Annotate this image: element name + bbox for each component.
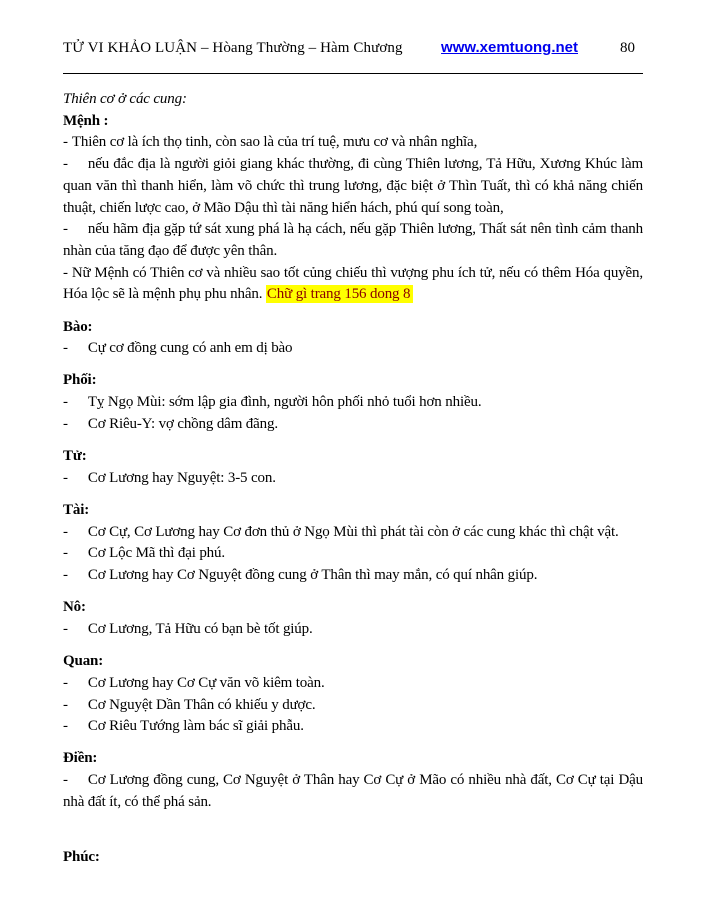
page-number: 80: [620, 40, 635, 56]
item-text: Cơ Cự, Cơ Lương hay Cơ đơn thủ ở Ngọ Mùi thì phát tài còn ở các cung khác thì chật vật.: [87, 523, 619, 540]
item-text: Thiên cơ là ích thọ tinh, còn sao là của trí tuệ, mưu cơ và nhân nghĩa,: [71, 134, 478, 151]
item-text: Cơ Lộc Mã thì đại phú.: [87, 545, 225, 562]
header-title: TỬ VI KHẢO LUẬN – Hòang Thường – Hàm Chương: [63, 40, 403, 56]
list-item: [63, 154, 643, 219]
list-item: [63, 468, 643, 490]
section-heading-bao: Bào:: [63, 318, 93, 335]
list-item: [63, 392, 643, 414]
section-heading-phuc: Phúc:: [63, 848, 100, 865]
item-text: Cơ Lương hay Cơ Cự văn võ kiêm toàn.: [87, 674, 325, 691]
section-heading-menh: Mệnh :: [63, 112, 109, 129]
dash-bullet: -: [63, 469, 68, 486]
list-item: [63, 263, 643, 306]
dash-bullet: -: [63, 674, 68, 691]
list-item: [63, 522, 643, 544]
section-heading-tai: Tài:: [63, 501, 90, 518]
dash-bullet: -: [63, 264, 68, 281]
highlighted-note: Chữ gì trang 156 dong 8: [266, 285, 413, 303]
list-item: [63, 414, 643, 436]
list-item: [63, 219, 643, 262]
list-item: [63, 716, 643, 738]
section-heading-dien: Điền:: [63, 750, 98, 767]
section-heading-tu: Tử:: [63, 448, 87, 465]
list-item: [63, 695, 643, 717]
document-subtitle: Thiên cơ ở các cung:: [63, 91, 187, 107]
dash-bullet: -: [63, 394, 68, 411]
item-text: Cơ Lương, Tả Hữu có bạn bè tốt giúp.: [87, 620, 313, 637]
section-heading-no: Nô:: [63, 599, 86, 616]
dash-bullet: -: [63, 696, 68, 713]
section-heading-phoi: Phối:: [63, 372, 97, 389]
list-item: [63, 619, 643, 641]
list-item: [63, 543, 643, 565]
item-text: Cơ Nguyệt Dần Thân có khiếu y dược.: [87, 696, 316, 713]
item-text: Nữ Mệnh có Thiên cơ và nhiều sao tốt củng chiếu thì vượng phu ích tử, nếu có thêm Hóa quyền, Hóa lộc sẽ là mệnh phụ phu nhân.: [63, 264, 643, 303]
item-text: Cự cơ đồng cung có anh em dị bào: [87, 340, 293, 357]
dash-bullet: -: [63, 523, 68, 540]
dash-bullet: -: [63, 156, 68, 173]
dash-bullet: -: [63, 415, 68, 432]
dash-bullet: -: [63, 545, 68, 562]
list-item: [63, 132, 643, 154]
list-item: [63, 565, 643, 587]
item-text: Cơ Lương đồng cung, Cơ Nguyệt ở Thân hay Cơ Cự ở Mão có nhiều nhà đất, Cơ Cự tại Dậu nhà đất ít, có thể phá sản.: [63, 772, 643, 810]
page-header: [63, 39, 643, 57]
item-text: Tỵ Ngọ Mùi: sớm lập gia đình, người hôn phối nhỏ tuổi hơn nhiều.: [87, 394, 482, 411]
dash-bullet: -: [63, 772, 68, 789]
item-text: Cơ Lương hay Nguyệt: 3-5 con.: [87, 469, 276, 486]
dash-bullet: -: [63, 340, 68, 357]
document-body: [63, 89, 643, 868]
dash-bullet: -: [63, 134, 68, 151]
item-text: Cơ Lương hay Cơ Nguyệt đồng cung ở Thân thì may mắn, có quí nhân giúp.: [87, 567, 538, 584]
item-text: Cơ Riêu Tướng làm bác sĩ giải phẫu.: [87, 718, 304, 735]
item-text: nếu hãm địa gặp tứ sát xung phá là hạ cách, nếu gặp Thiên lương, Thất sát nên tình cảm thanh nhàn của tăng đạo để được yên thân.: [63, 221, 643, 259]
list-item: [63, 673, 643, 695]
item-text: Cơ Riêu-Y: vợ chồng dâm đãng.: [87, 415, 278, 432]
list-item: [63, 770, 643, 813]
website-link[interactable]: www.xemtuong.net: [441, 39, 578, 56]
section-heading-quan: Quan:: [63, 653, 104, 670]
header-divider: [63, 73, 643, 74]
sections-container: [63, 111, 643, 869]
dash-bullet: -: [63, 718, 68, 735]
list-item: [63, 338, 643, 360]
dash-bullet: -: [63, 620, 68, 637]
dash-bullet: -: [63, 567, 68, 584]
dash-bullet: -: [63, 221, 68, 238]
item-text: nếu đắc địa là người giỏi giang khác thường, đi cùng Thiên lương, Tả Hữu, Xương Khúc làm quan văn thì thanh hiển, làm võ chức thì trung lương, đặc biệt ở Thìn Tuất, thì có khả năng chiến thuật, chiến lược cao, ở Mão Dậu thì tài năng hiển hách, phú quí song toàn,: [63, 156, 643, 216]
